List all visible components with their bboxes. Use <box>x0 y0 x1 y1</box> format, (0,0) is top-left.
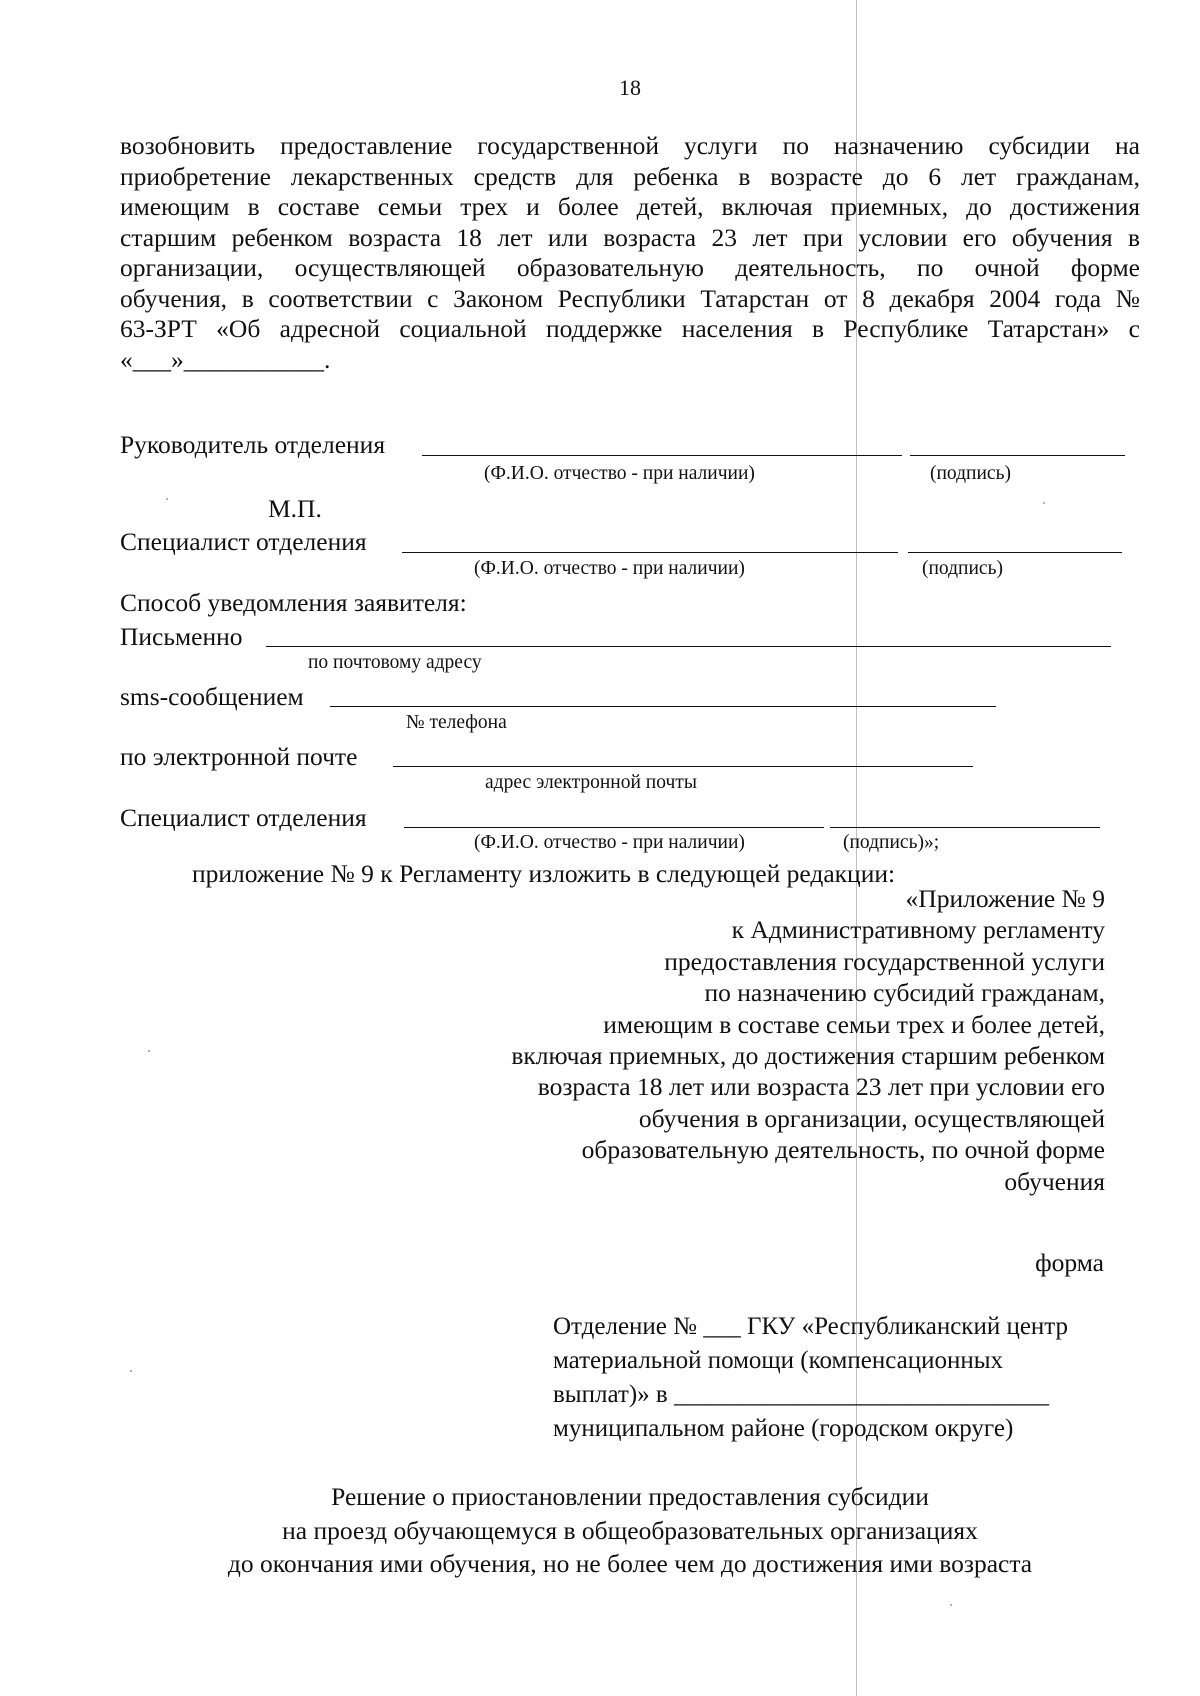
specialist-fio-line-2 <box>404 827 824 828</box>
intro-line: имеющим в составе семьи трех и более детей, включая приемных, до достижения <box>120 192 1140 221</box>
specialist-fio-line <box>402 552 898 553</box>
sms-line <box>330 706 996 707</box>
specialist-label: Специалист отделения <box>120 527 367 556</box>
sms-label: sms-сообщением <box>120 682 304 711</box>
written-line <box>266 646 1111 647</box>
scan-speck <box>130 1370 132 1372</box>
department-block <box>553 1310 1153 1446</box>
appendix-line: предоставления государственной услуги <box>664 946 1105 976</box>
appendix-line: включая приемных, до достижения старшим ребенком <box>511 1041 1105 1071</box>
specialist-sign-caption: (подпись) <box>922 558 1003 579</box>
amendment-text: приложение № 9 к Регламенту изложить в следующей редакции: <box>192 859 896 888</box>
email-caption: адрес электронной почты <box>485 772 697 793</box>
intro-line: приобретение лекарственных средств для ребенка в возрасте до 6 лет гражданам, <box>120 161 1140 191</box>
email-label: по электронной почте <box>120 742 358 771</box>
appendix-line: возраста 18 лет или возраста 23 лет при условии его <box>537 1072 1105 1102</box>
scan-speck <box>166 498 168 500</box>
appendix-line: образовательную деятельность, по очной форме <box>581 1135 1105 1165</box>
appendix-line: имеющим в составе семьи трех и более детей, <box>603 1009 1105 1039</box>
decision-title-line: до окончания ими обучения, но не более чем до достижения ими возраста <box>227 1549 1033 1578</box>
appendix-line: «Приложение № 9 <box>905 884 1105 913</box>
department-line: выплат)» в ______________________________ <box>553 1381 1049 1408</box>
scan-speck <box>148 1050 150 1052</box>
intro-line: организации, осуществляющей образовательную деятельность, по очной форме <box>120 253 1140 282</box>
intro-line: старшим ребенком возраста 18 лет или возраста 23 лет при условии его обучения в <box>120 222 1140 252</box>
department-line: муниципальном районе (городском округе) <box>553 1415 1014 1442</box>
appendix-line: к Административному регламенту <box>731 915 1105 945</box>
sms-caption: № телефона <box>406 712 507 733</box>
stamp-label: М.П. <box>268 494 322 523</box>
intro-line: обучения, в соответствии с Законом Республики Татарстан от 8 декабря 2004 года № <box>120 283 1140 313</box>
head-fio-line <box>422 455 902 456</box>
decision-title-line: на проезд обучающемуся в общеобразовательных организациях <box>282 1515 978 1545</box>
intro-line: «___»___________. <box>120 344 331 374</box>
intro-line: 63-ЗРТ «Об адресной социальной поддержке населения в Республике Татарстан» с <box>120 314 1140 343</box>
specialist-sign-line <box>908 552 1122 553</box>
appendix-line: обучения <box>1004 1166 1105 1196</box>
head-fio-caption: (Ф.И.О. отчество - при наличии) <box>484 463 755 484</box>
department-line: Отделение № ___ ГКУ «Республиканский центр <box>553 1313 1069 1340</box>
intro-line: возобновить предоставление государственной услуги по назначению субсидии на <box>120 131 1140 160</box>
written-label: Письменно <box>120 622 243 651</box>
decision-title-line: Решение о приостановлении предоставления субсидии <box>331 1482 929 1511</box>
page-number: 18 <box>619 75 641 100</box>
scan-speck <box>1043 502 1045 504</box>
specialist-sign-caption-2: (подпись)»; <box>843 832 940 853</box>
decision-title <box>0 1480 1200 1581</box>
scan-speck <box>950 1604 952 1606</box>
specialist-fio-caption-2: (Ф.И.О. отчество - при наличии) <box>474 832 745 853</box>
form-label: форма <box>1035 1248 1104 1277</box>
email-line <box>393 766 973 767</box>
intro-paragraph <box>120 131 1140 375</box>
notification-title: Способ уведомления заявителя: <box>120 588 467 617</box>
appendix-header <box>345 883 1105 1197</box>
appendix-line: обучения в организации, осуществляющей <box>638 1103 1105 1133</box>
specialist-sign-line-2 <box>830 827 1100 828</box>
head-sign-line <box>910 455 1125 456</box>
specialist-label-2: Специалист отделения <box>120 803 367 832</box>
head-sign-caption: (подпись) <box>930 463 1011 484</box>
head-label: Руководитель отделения <box>120 430 386 459</box>
specialist-fio-caption: (Ф.И.О. отчество - при наличии) <box>474 558 745 579</box>
written-caption: по почтовому адресу <box>308 652 482 673</box>
appendix-line: по назначению субсидий гражданам, <box>704 978 1105 1008</box>
department-line: материальной помощи (компенсационных <box>553 1347 1004 1374</box>
